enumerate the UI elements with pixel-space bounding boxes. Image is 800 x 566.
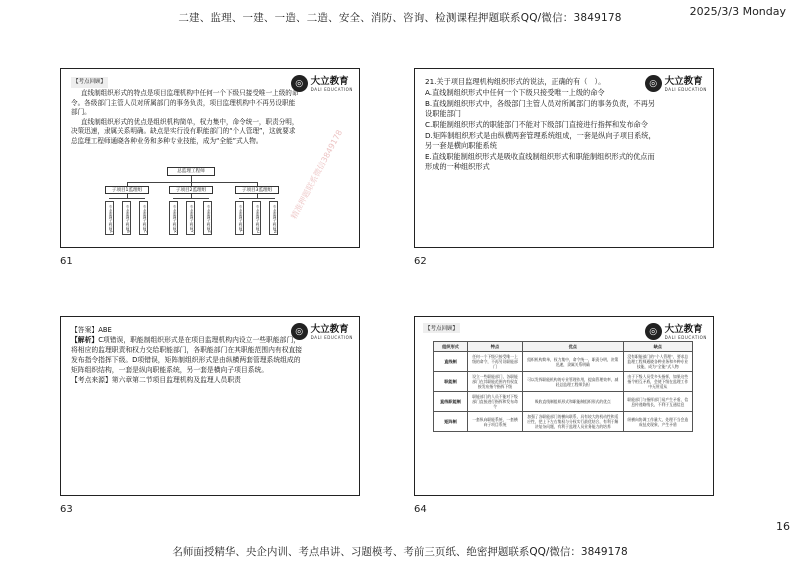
slide-62 (414, 68, 714, 248)
option-b: B.直线制组织形式中，各级部门主管人员对所属部门的事务负责，不再另设职能部门 (425, 99, 656, 118)
table-cell-feature: 任何一个下级只接受唯一上级的命令，不再另设职能部门 (468, 352, 523, 372)
comparison-table (433, 341, 693, 432)
org-mid-box-3: 子项目3监理组 (235, 186, 279, 194)
topic-review-tag: 【考点回顾】 (71, 77, 108, 88)
table-header-cell: 优点 (522, 342, 623, 352)
answer-value: ABE (98, 326, 112, 334)
page-header-title: 二建、监理、一建、一造、二造、安全、消防、咨询、检测课程押题联系QQ/微信：3849178 (178, 12, 622, 24)
table-header-cell: 特点 (468, 342, 523, 352)
org-leaf: 专业监理工程师A (105, 201, 114, 235)
table-cell-disadvantage: 纵横向协调工作量大，处理不当会造成扯皮现象，产生矛盾 (623, 412, 692, 432)
table-row (434, 372, 693, 392)
dali-logo (291, 75, 353, 92)
logo-en-text: DALI EDUCATION (664, 86, 707, 92)
table-cell-disadvantage: 没有职能部门的“个人管理”，要求总监理工程师通晓各种业务和多种专业技能，成为“全能”式人物 (623, 352, 692, 372)
logo-cn-text: 大立教育 (310, 75, 349, 87)
analysis-label: 【解析】 (71, 336, 99, 344)
option-e: E.直线职能制组织形式是吸收直线制组织形式和职能制组织形式的优点而形成的一种组织形式 (425, 152, 655, 171)
page-number: 16 (776, 520, 790, 533)
slide-64 (414, 316, 714, 496)
org-top-box: 总监理工程师 (167, 167, 215, 176)
table-cell-advantage: 可以发挥职能机构的专业管理作用，提高管理效率，减轻总监理工程师负担 (522, 372, 623, 392)
source-text: 第六章第二节项目监理机构及监理人员职责 (111, 376, 241, 384)
dali-logo-icon: ◎ (645, 75, 662, 92)
option-d: D.矩阵制组织形式是由纵横两套管理系统组成，一套是纵向子项目系统，另一套是横向职能系统 (425, 131, 656, 150)
org-leaf: 专业监理工程师U (252, 201, 261, 235)
dali-logo-icon: ◎ (291, 323, 308, 340)
dali-logo (645, 323, 707, 340)
option-c: C.职能制组织形式的职能部门不能对下级部门直接进行指挥和发布命令 (425, 120, 648, 129)
dali-logo-icon: ◎ (645, 323, 662, 340)
logo-cn-text: 大立教育 (664, 323, 703, 335)
table-cell-advantage: 吸收直线制组织形式和职能制组织形式的优点 (522, 392, 623, 412)
table-row (434, 392, 693, 412)
table-cell-form: 矩阵制 (434, 412, 468, 432)
answer-block (71, 325, 303, 385)
slide-61-text (71, 77, 299, 147)
table-cell-advantage: 加强了各职能部门的横向联系，具有较大的机动性和适应性，把上下左右集权与分权实行最优结合，有利于解决复杂问题，有利于监理人员业务能力的培养 (522, 412, 623, 432)
logo-en-text: DALI EDUCATION (664, 334, 707, 340)
question-block (425, 77, 657, 173)
logo-en-text: DALI EDUCATION (310, 86, 353, 92)
slide-61-paragraph-2: 直线制组织形式的优点是组织机构简单，权力集中，命令统一，职责分明，决策迅速，隶属关系明确。缺点是实行没有职能部门的“个人管理”，这就要求总监理工程师通晓各种业务和多种专业技能，成为“全能”式人物。 (71, 118, 299, 145)
page-header-date: 2025/3/3 Monday (689, 5, 786, 18)
org-mid-box-1: 子项目1监理组 (105, 186, 149, 194)
slide-number-61: 61 (60, 256, 73, 267)
logo-cn-text: 大立教育 (310, 323, 349, 335)
table-cell-feature: 一套纵向职能系统，一套横向子项目系统 (468, 412, 523, 432)
table-cell-feature: 职能部门的人员不能对下级部门直接进行指挥和发布命令 (468, 392, 523, 412)
org-chart (101, 167, 291, 247)
org-mid-box-2: 子项目2监理组 (169, 186, 213, 194)
table-header-cell: 组织形式 (434, 342, 468, 352)
table-row (434, 352, 693, 372)
answer-label: 【答案】 (71, 326, 99, 334)
table-cell-form: 职能制 (434, 372, 468, 392)
table-cell-disadvantage: 由于下级人员受多头指挥，如果这些指令相互矛盾，会使下级在监理工作中无所适从 (623, 372, 692, 392)
slide-number-63: 63 (60, 504, 73, 515)
org-leaf: 专业监理工程师C (139, 201, 148, 235)
table-header-cell: 缺点 (623, 342, 692, 352)
page-footer-title: 名师面授精华、央企内训、考点串讲、习题模考、考前三页纸、绝密押题联系QQ/微信：3849178 (172, 546, 628, 558)
slide-number-62: 62 (414, 256, 427, 267)
question-text: 21.关于项目监理机构组织形式的说法，正确的有（ ）。 (425, 77, 606, 86)
table-cell-form: 直线制 (434, 352, 468, 372)
slide-61-paragraph-1: 直线制组织形式的特点是项目监理机构中任何一个下级只接受唯一上级的命令。各级部门主管人员对所属部门的事务负责，项目监理机构中不再另设职能部门。 (71, 89, 299, 116)
org-leaf: 专业监理工程师N (269, 201, 278, 235)
topic-review-tag: 【考点回顾】 (423, 323, 460, 333)
org-leaf: 专业监理工程师Y (186, 201, 195, 235)
slide-63 (60, 316, 360, 496)
watermark: 精准押题联系微信3849178 (289, 128, 345, 221)
table-cell-feature: 设立一些职能部门，各职能部门在其职能范围内有权直接发布指令指挥下级 (468, 372, 523, 392)
table-row (434, 412, 693, 432)
org-leaf: 专业监理工程师B (122, 201, 131, 235)
dali-logo-icon: ◎ (291, 75, 308, 92)
analysis-text: C项错误，职能制组织形式是在项目监理机构内设立一些职能部门，将相应的监理职责和权力交给职能部门，各职能部门在其职能范围内有权直接发布指令指挥下级。D项错误，矩阵制组织形式是由纵横两套管理系统组成的矩阵组织结构，一套是纵向职能系统，另一套是横向子项目系统。 (71, 336, 303, 374)
source-label: 【考点来源】 (71, 376, 112, 384)
slide-61 (60, 68, 360, 248)
table-cell-form: 直线职能制 (434, 392, 468, 412)
option-a: A.直线制组织形式中任何一个下级只接受唯一上级的命令 (425, 88, 605, 97)
org-leaf: 专业监理工程师Z (203, 201, 212, 235)
table-cell-advantage: 组织机构简单，权力集中，命令统一，职责分明，决策迅速，隶属关系明确 (522, 352, 623, 372)
table-cell-disadvantage: 职能部门与指挥部门易产生矛盾，信息传递路线长，不利于互通信息 (623, 392, 692, 412)
logo-en-text: DALI EDUCATION (310, 334, 353, 340)
slide-number-64: 64 (414, 504, 427, 515)
org-leaf: 专业监理工程师L (235, 201, 244, 235)
logo-cn-text: 大立教育 (664, 75, 703, 87)
table-header-row (434, 342, 693, 352)
org-leaf: 专业监理工程师X (169, 201, 178, 235)
